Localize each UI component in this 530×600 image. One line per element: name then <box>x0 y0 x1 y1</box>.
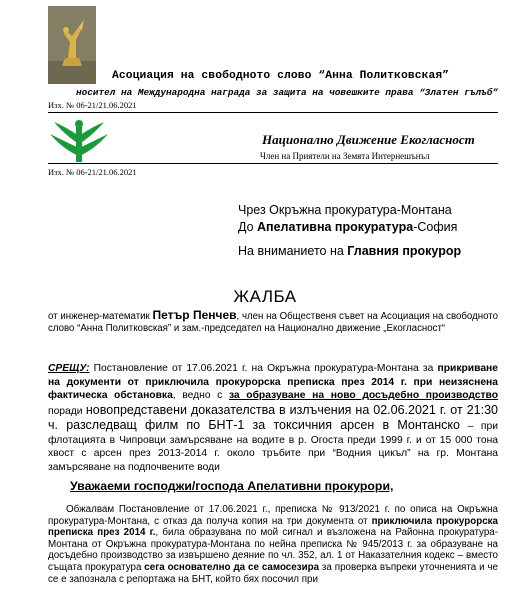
movement-name: Национално Движение Екогласност <box>262 132 475 147</box>
member-line: Член на Приятели на Земята Интернешънъл <box>260 151 430 161</box>
body-text-3: за проверка въпреки уточненията и че се е запознала с репортажа на БНТ, който бях посочил при <box>48 561 498 585</box>
addressee-attention <box>238 244 461 258</box>
body-text-2: , била образувана по мой сигнал и възложена на Районна прокуратура-Монтана от Окръжна прокуратура-Монтана по нейна преписка № 945/2013 г. за образуване на досъдебно производство за извършено деяние по чл. 352, ал. 1 от Наказателния кодекс – вместо същата прокуратура <box>48 527 499 573</box>
addressee-to <box>238 220 457 234</box>
header-divider-1 <box>48 112 498 113</box>
against-paragraph <box>48 362 498 474</box>
intro-paragraph <box>48 310 498 334</box>
intro-post: , член на Общественя съвет на Асоциация на свободното слово “Анна Политковская” и зам.-председател на Национално движение „Екогласност“ <box>48 311 498 334</box>
body-text-1: Обжалвам Постановление от 17.06.2021 г., преписка № 913/2021 г. по описа на Окръжна прокуратура-Монтана, с отказ да получа копия на три документа от <box>48 504 498 527</box>
attention-prefix: На вниманието на <box>238 244 348 258</box>
addressee-to-prefix: До <box>238 220 258 234</box>
association-quoted-name: “Анна Политковская” <box>318 70 450 82</box>
against-large-text: новопредставени доказателства в излъчения на 02.06.2021 г. от 21:30 ч. разследващ филм по БНТ-1 за токсичния арсен в Монтанско <box>48 402 498 432</box>
attention-bold: Главния прокурор <box>347 244 462 258</box>
against-bold-1: прикриване на документи от приключила прокурорска преписка през 2014 г. при неизяснена фактическа обстановка <box>48 363 498 401</box>
award-carrier-line: носител на Международна награда за защита на човешките права “Златен гълъб” <box>76 87 498 98</box>
intro-pre: от инженер-математик <box>48 311 153 322</box>
author-name: Петър Пенчев <box>152 308 237 322</box>
against-label: СРЕЩУ: <box>48 363 90 374</box>
header-divider-2 <box>48 163 498 164</box>
ecoglasnost-logo-icon <box>48 118 110 164</box>
addressee-to-suffix: -София <box>413 220 458 234</box>
body-paragraph <box>48 504 498 585</box>
association-prefix: Асоциация на свободното слово <box>112 70 319 82</box>
body-bold-2: сега основателно да се самосезира <box>144 561 320 573</box>
salutation: Уважаеми господжи/господа Апелативни прокурори, <box>70 479 394 493</box>
addressee-to-bold: Апелативна прокуратура <box>257 220 414 234</box>
against-bold-underlined: за образуване на ново досъдебно производство <box>228 390 498 401</box>
outgoing-ref-2: Изх. № 06-21/21.06.2021 <box>48 167 137 177</box>
addressee-via: Чрез Окръжна прокуратура-Монтана <box>238 203 452 217</box>
against-text-3: поради <box>48 405 86 417</box>
against-text-4: – при флотацията в Чипровци замърсяване на водите в р. Огоста преди 1999 г. и от 15 000 тона хвост с арсен през 2013-2014 г. около тръбите при “Водния цикъл” на гр. Монтана замърсяване на подпочвените води <box>48 421 498 473</box>
association-name <box>112 70 449 82</box>
body-bold-1: приключила прокурорска преписка през 2014 г. <box>48 515 498 539</box>
against-text-1: Постановление от 17.06.2021 г. на Окръжна прокуратура-Монтана за <box>89 363 438 374</box>
against-text-2: , ведно с <box>172 390 229 401</box>
document-title: ЖАЛБА <box>233 287 297 306</box>
outgoing-ref-1: Изх. № 06-21/21.06.2021 <box>48 100 137 110</box>
golden-statuette-photo-icon <box>48 6 96 84</box>
